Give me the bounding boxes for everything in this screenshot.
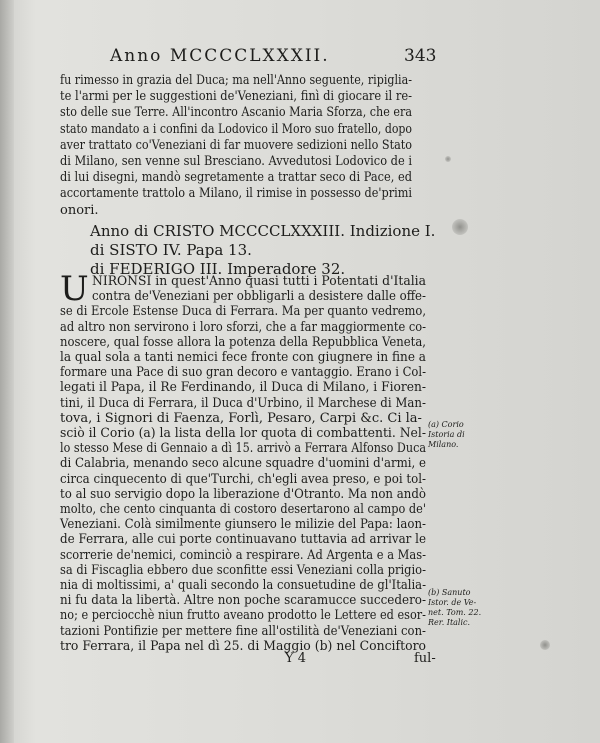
main-paragraph-line: ad altro non servirono i loro sforzi, che a far maggiormente co- — [60, 319, 426, 335]
signature-mark: Y 4 — [285, 651, 306, 666]
top-para-line: te l'armi per le suggestioni de'Veneziani, finì di giocare il re- — [60, 89, 412, 105]
drop-cap: U — [60, 269, 89, 309]
top-para-line: accortamente trattolo a Milano, il rimise in possesso de'primi — [60, 186, 412, 202]
note-a-line: Milano. — [428, 440, 459, 449]
note-b-line: Istor. de Ve- — [428, 598, 477, 607]
note-b-line: Rer. Italic. — [428, 618, 471, 627]
main-paragraph-line: contra de'Veneziani per obbligarli a desistere dalle offe- — [92, 289, 426, 305]
main-paragraph-line: tro Ferrara, il Papa nel dì 25. di Maggio (b) nel Conciftoro — [60, 638, 426, 654]
main-paragraph-line: se di Ercole Estense Duca di Ferrara. Ma per quanto vedremo, — [60, 304, 426, 320]
main-paragraph-line: to al suo servigio dopo la liberazione d'Otranto. Ma non andò — [60, 486, 426, 502]
main-paragraph-line: ni fu data la libertà. Altre non poche scaramucce succedero- — [60, 593, 426, 609]
top-para-line: aver trattato co'Veneziani di far muovere sedizioni nello Stato — [60, 137, 412, 153]
main-paragraph-line: la qual sola a tanti nemici fece fronte con giugnere in fine a — [60, 350, 426, 365]
main-paragraph-line: noscere, qual fosse allora la potenza della Repubblica Veneta, — [60, 334, 426, 350]
year-heading-line: di SISTO IV. Papa 13. — [90, 241, 252, 259]
main-paragraph-line: nia di moltissimi, a' quali secondo la consuetudine de gl'Italia- — [60, 578, 426, 593]
note-b-line: net. Tom. 22. — [428, 608, 482, 617]
main-paragraph-line: no; e perciocchè niun frutto aveano prodotto le Lettere ed esor- — [60, 608, 426, 624]
year-heading-line: di FEDERIGO III. Imperadore 32. — [90, 260, 346, 278]
note-b-line: (b) Sanuto — [428, 588, 471, 597]
page-edge-shadow — [0, 0, 14, 743]
main-paragraph-line: lo stesso Mese di Gennaio a dì 15. arrivò a Ferrara Alfonso Duca — [60, 441, 426, 457]
main-paragraph-line: de Ferrara, alle cui porte continuavano tuttavia ad arrivar le — [60, 532, 426, 548]
main-paragraph-line: di Calabria, menando seco alcune squadre d'uomini d'armi, e — [60, 456, 426, 472]
ink-spot — [452, 219, 468, 235]
top-para-line: stato mandato a i confini da Lodovico il Moro suo fratello, dopo — [60, 121, 412, 137]
main-paragraph-line: NIRONSI in quest'Anno quasi tutti i Potentati d'Italia — [92, 274, 426, 289]
main-paragraph-line: circa cinquecento di que'Turchi, ch'egli avea preso, e poi tol- — [60, 471, 426, 487]
running-head-title: Anno MCCCCLXXXII. — [110, 46, 330, 66]
main-paragraph-line: sciò il Corio (a) la lista della lor quota di combattenti. Nel- — [60, 426, 426, 441]
main-paragraph-line: formare una Pace di suo gran decoro e vantaggio. Erano i Col- — [60, 365, 426, 381]
top-para-line: di Milano, sen venne sul Bresciano. Avvedutosi Lodovico de i — [60, 154, 412, 169]
note-a-line: (a) Corio — [428, 420, 464, 429]
main-paragraph-line: sa di Fiscaglia ebbero due sconfitte essi Veneziani colla prigio- — [60, 562, 426, 578]
main-paragraph-line: tazioni Pontifizie per mettere fine all'ostilità de'Veneziani con- — [60, 623, 426, 639]
top-para-line: sto delle sue Terre. All'incontro Ascanio Maria Sforza, che era — [60, 105, 412, 121]
main-paragraph-line: Veneziani. Colà similmente giunsero le milizie del Papa: laon- — [60, 517, 426, 533]
year-heading-line: Anno di CRISTO MCCCCLXXXIII. Indizione I. — [90, 222, 436, 240]
note-a-line: Istoria di — [428, 430, 465, 439]
page-number: 343 — [404, 46, 437, 66]
top-para-line: onori. — [60, 202, 99, 218]
main-paragraph-line: scorrerie de'nemici, cominciò a respirare. Ad Argenta e a Mas- — [60, 547, 426, 563]
ink-spot — [540, 640, 550, 650]
main-paragraph-line: tini, il Duca di Ferrara, il Duca d'Urbino, il Marchese di Man- — [60, 395, 426, 411]
top-para-line: fu rimesso in grazia del Duca; ma nell'Anno seguente, ripiglia- — [60, 73, 412, 88]
ink-spot — [445, 156, 451, 162]
top-para-line: di lui disegni, mandò segretamente a trattar seco di Pace, ed — [60, 170, 412, 186]
main-paragraph-line: legati il Papa, il Re Ferdinando, il Duca di Milano, i Fioren- — [60, 380, 426, 396]
running-head — [0, 46, 600, 72]
catchword: ful- — [414, 651, 436, 666]
main-paragraph-line: molto, che cento cinquanta di costoro desertarono al campo de' — [60, 502, 426, 517]
main-paragraph-line: tova, i Signori di Faenza, Forlì, Pesaro, Carpi &c. Ci la- — [60, 410, 422, 426]
